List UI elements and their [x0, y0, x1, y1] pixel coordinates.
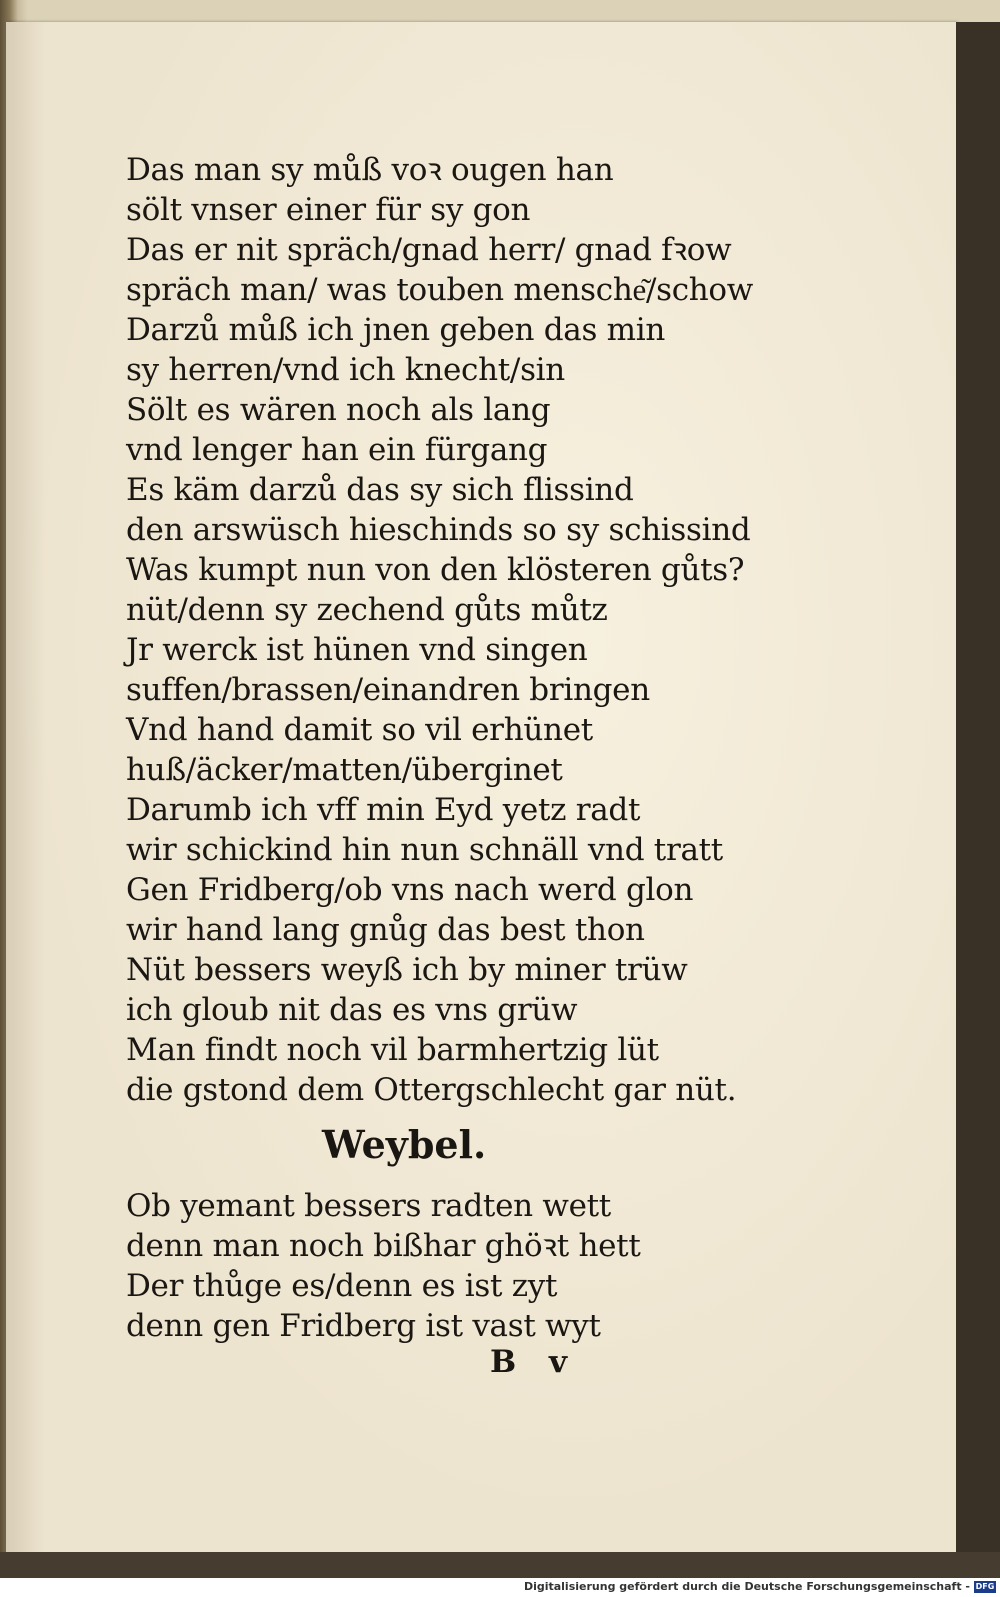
verse-line: Nüt bessers weyß ich by miner trüw: [126, 952, 688, 988]
verse-line: Ob yemant bessers radten wett: [126, 1188, 611, 1224]
signature-mark: B v: [490, 1344, 568, 1380]
verse-line: Vnd hand damit so vil erhünet: [126, 712, 593, 748]
verse-line: Das man sy můß voꝛ ougen han: [126, 152, 614, 188]
verse-line: Man findt noch vil barmhertzig lüt: [126, 1032, 659, 1068]
book-bottom-edge: [0, 1552, 1000, 1578]
verse-line: spräch man/ was touben mensche͂/schow: [126, 272, 754, 308]
verse-line: den arswüsch hieschinds so sy schissind: [126, 512, 751, 548]
verse-line: sy herren/vnd ich knecht/sin: [126, 352, 565, 388]
verse-line: Was kumpt nun von den klösteren gůts?: [126, 552, 745, 588]
funding-note: Digitalisierung gefördert durch die Deutsche Forschungsgemeinschaft -: [523, 1580, 970, 1593]
verse-line: vnd lenger han ein fürgang: [126, 432, 548, 468]
verse-line: die gstond dem Ottergschlecht gar nüt.: [126, 1072, 737, 1108]
verse-line: sölt vnser einer für sy gon: [126, 192, 531, 228]
verse-line: wir schickind hin nun schnäll vnd tratt: [126, 832, 723, 868]
book-page: [6, 22, 956, 1552]
verse-line: Gen Fridberg/ob vns nach werd glon: [126, 872, 694, 908]
verse-line: Es käm darzů das sy sich flissind: [126, 472, 634, 508]
verse-line: huß/äcker/matten/überginet: [126, 752, 563, 788]
dfg-logo-icon: DFG: [975, 1582, 995, 1591]
verse-line: Darzů můß ich jnen geben das min: [126, 312, 666, 348]
verse-line: Der thůge es/denn es ist zyt: [126, 1268, 558, 1304]
verse-line: wir hand lang gnůg das best thon: [126, 912, 645, 948]
verse-line: ich gloub nit das es vns grüw: [126, 992, 578, 1028]
verse-line: Darumb ich vff min Eyd yetz radt: [126, 792, 641, 828]
speaker-heading: Weybel.: [322, 1122, 487, 1167]
verse-block-second: [126, 1186, 906, 1346]
verse-line: Das er nit spräch/gnad herr/ gnad fꝛow: [126, 232, 732, 268]
book-edge: [956, 22, 1000, 1552]
digitization-footer: [0, 1578, 1000, 1597]
verse-line: Sölt es wären noch als lang: [126, 392, 551, 428]
verse-line: suffen/brassen/einandren bringen: [126, 672, 650, 708]
verse-block-first: [126, 150, 906, 1110]
verse-line: denn gen Fridberg ist vast wyt: [126, 1308, 601, 1344]
verse-line: denn man noch bißhar ghöꝛt hett: [126, 1228, 641, 1264]
verse-line: Jr werck ist hünen vnd singen: [126, 632, 588, 668]
verse-line: nüt/denn sy zechend gůts můtz: [126, 592, 608, 628]
